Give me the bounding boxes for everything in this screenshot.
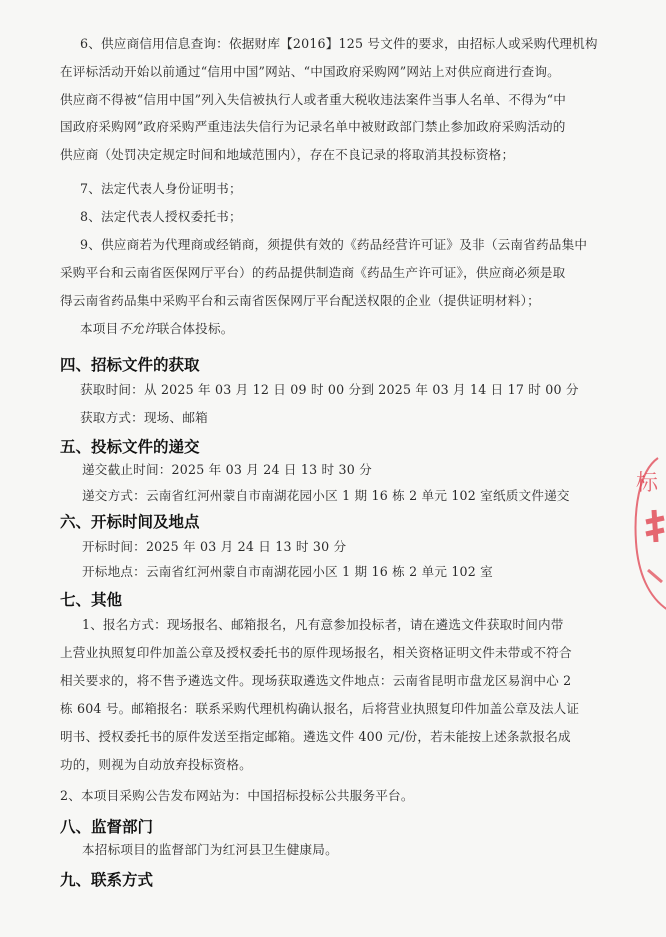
item8-text: 8、法定代表人授权委托书；	[80, 209, 242, 224]
item6-line-4: 国政府采购网”政府采购严重违法失信行为记录名单中被财政部门禁止参加政府采购活动的	[60, 119, 566, 134]
section6-place: 开标地点：云南省红河州蒙自市南湖花园小区 1 期 16 栋 2 单元 102 室	[82, 564, 493, 579]
section8-heading: 八、监督部门	[60, 818, 154, 836]
item6-line-5: 供应商（处罚决定规定时间和地域范围内），存在不良记录的将取消其投标资格；	[60, 147, 515, 162]
item6-line-3: 供应商不得被“信用中国”列入失信被执行人或者重大税收违法案件当事人名单、不得为“中	[60, 92, 567, 107]
consortium-emphasis: 不允许	[118, 321, 157, 336]
section4-heading: 四、招标文件的获取	[60, 356, 200, 374]
seal-glyph: 标	[636, 471, 659, 496]
item7-text: 7、法定代表人身份证明书；	[80, 181, 242, 196]
section7-item1-line-2: 上营业执照复印件加盖公章及授权委托书的原件现场报名，相关资格证明文件未带或不符合	[60, 645, 572, 660]
section4-time: 获取时间：从 2025 年 03 月 12 日 09 时 00 分到 2025 年 03 月 14 日 17 时 00 分	[80, 382, 579, 397]
section6-time: 开标时间：2025 年 03 月 24 日 13 时 30 分	[82, 539, 347, 554]
consortium-note	[80, 317, 600, 341]
section5-deadline: 递交截止时间：2025 年 03 月 24 日 13 时 30 分	[82, 462, 372, 477]
consortium-suffix: 联合体投标。	[156, 321, 234, 336]
section7-item1-line-3: 相关要求的，将不售予遴选文件。现场获取遴选文件地点：云南省昆明市盘龙区易润中心 2	[60, 673, 572, 688]
item9-line-2: 采购平台和云南省医保网厅平台）的药品提供制造商《药品生产许可证》，供应商必须是取	[60, 265, 566, 280]
section9-heading: 九、联系方式	[60, 871, 154, 889]
section7-item1-line-6: 功的，则视为自动放弃投标资格。	[60, 757, 252, 772]
section7-item2: 2、本项目采购公告发布网站为：中国招标投标公共服务平台。	[60, 788, 414, 803]
section8-text: 本招标项目的监督部门为红河县卫生健康局。	[82, 842, 338, 857]
section7-heading: 七、其他	[60, 591, 123, 609]
item6-line-1: 6、供应商信用信息查询：依据财库【2016】125 号文件的要求，由招标人或采购代理机构	[80, 36, 598, 51]
item6-line-2: 在评标活动开始以前通过“信用中国”网站、“中国政府采购网”网站上对供应商进行查询。	[60, 64, 560, 79]
section5-heading: 五、投标文件的递交	[60, 438, 200, 456]
section6-heading: 六、开标时间及地点	[60, 513, 200, 531]
section4-method: 获取方式：现场、邮箱	[80, 410, 208, 425]
section5-method: 递交方式：云南省红河州蒙自市南湖花园小区 1 期 16 栋 2 单元 102 室纸质文件递交	[82, 488, 570, 503]
item9-line-1: 9、供应商若为代理商或经销商，须提供有效的《药品经营许可证》及非（云南省药品集中	[80, 237, 588, 252]
section7-item1-line-1: 1、报名方式：现场报名、邮箱报名，凡有意参加投标者，请在遴选文件获取时间内带	[82, 617, 564, 632]
consortium-prefix: 本项目	[80, 321, 119, 336]
section7-item1-line-5: 明书、授权委托书的原件发送至指定邮箱。遴选文件 400 元/份，若未能按上述条款报名成	[60, 729, 571, 744]
section7-item1-line-4: 栋 604 号。邮箱报名：联系采购代理机构确认报名，后将营业执照复印件加盖公章及法人证	[60, 701, 580, 716]
item9-line-3: 得云南省药品集中采购平台和云南省医保网厅平台配送权限的企业（提供证明材料）；	[60, 293, 540, 308]
